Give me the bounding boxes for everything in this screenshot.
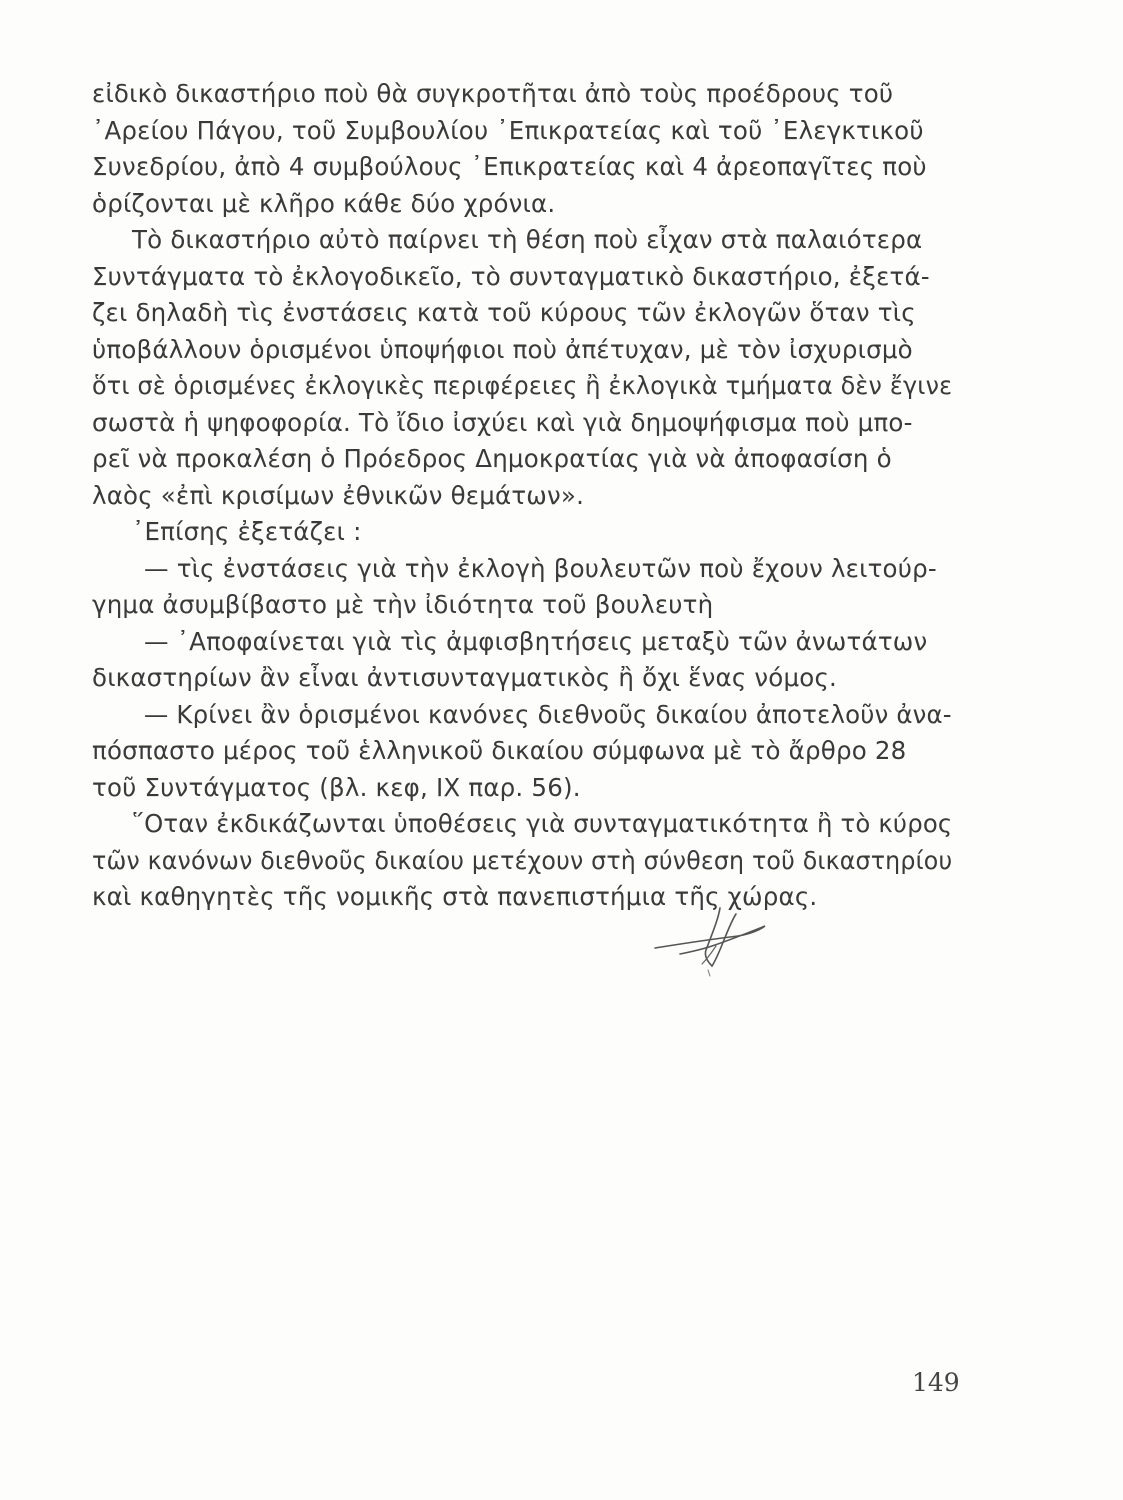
paragraph-start-line: ῞Οταν ἐκδικάζωνται ὑποθέσεις γιὰ συνταγματικότητα ἢ τὸ κύρος bbox=[131, 809, 953, 838]
body-text bbox=[92, 76, 954, 916]
text-line: Συνεδρίου, ἀπὸ 4 συμβούλους ᾿Επικρατείας καὶ 4 ἀρεοπαγῖτες ποὺ bbox=[92, 152, 927, 181]
text-line: Συντάγματα τὸ ἐκλογοδικεῖο, τὸ συνταγματικὸ δικαστήριο, ἐξετά- bbox=[92, 261, 930, 291]
list-item-line: — Κρίνει ἂν ὁρισμένοι κανόνες διεθνοῦς δικαίου ἀποτελοῦν ἀνα- bbox=[143, 699, 952, 729]
handwritten-signature bbox=[650, 900, 780, 980]
page-number: 149 bbox=[912, 1368, 960, 1397]
text-line: λαὸς «ἐπὶ κρισίμων ἐθνικῶν θεμάτων». bbox=[92, 480, 585, 510]
text-line: τῶν κανόνων διεθνοῦς δικαίου μετέχουν στὴ σύνθεση τοῦ δικαστηρίου bbox=[92, 845, 953, 875]
text-line: εἰδικὸ δικαστήριο ποὺ θὰ συγκροτῆται ἀπὸ τοὺς προέδρους τοῦ bbox=[92, 79, 894, 108]
text-line: γημα ἀσυμβίβαστο μὲ τὴν ἰδιότητα τοῦ βουλευτὴ bbox=[92, 590, 714, 619]
text-line: πόσπαστο μέρος τοῦ ἑλληνικοῦ δικαίου σύμφωνα μὲ τὸ ἄρθρο 28 bbox=[92, 736, 907, 765]
text-line: καὶ καθηγητὲς τῆς νομικῆς στὰ πανεπιστήμια τῆς χώρας. bbox=[92, 882, 818, 911]
list-item-line: — ᾿Αποφαίνεται γιὰ τὶς ἀμφισβητήσεις μεταξὺ τῶν ἀνωτάτων bbox=[144, 626, 928, 656]
paragraph-start-line: Τὸ δικαστήριο αὐτὸ παίρνει τὴ θέση ποὺ εἶχαν στὰ παλαιότερα bbox=[132, 225, 923, 254]
text-line: ὁρίζονται μὲ κλῆρο κάθε δύο χρόνια. bbox=[92, 188, 556, 218]
paragraph-start-line: ᾿Επίσης ἐξετάζει : bbox=[132, 517, 362, 546]
text-line: ρεῖ νὰ προκαλέση ὁ Πρόεδρος Δημοκρατίας γιὰ νὰ ἀποφασίση ὁ bbox=[92, 444, 892, 473]
text-line: σωστὰ ἡ ψηφοφορία. Τὸ ἴδιο ἰσχύει καὶ γιὰ δημοψήφισμα ποὺ μπο- bbox=[92, 407, 913, 437]
text-line: ᾿Αρείου Πάγου, τοῦ Συμβουλίου ᾿Επικρατείας καὶ τοῦ ᾿Ελεγκτικοῦ bbox=[92, 115, 924, 145]
text-line: ὅτι σὲ ὁρισμένες ἐκλογικὲς περιφέρειες ἢ ἐκλογικὰ τμήματα δὲν ἔγινε bbox=[92, 371, 953, 400]
list-item-line: — τὶς ἐνστάσεις γιὰ τὴν ἐκλογὴ βουλευτῶν ποὺ ἔχουν λειτούρ- bbox=[144, 553, 937, 583]
text-line: δικαστηρίων ἂν εἶναι ἀντισυνταγματικὸς ἢ ὄχι ἕνας νόμος. bbox=[92, 663, 838, 692]
text-line: ζει δηλαδὴ τὶς ἐνστάσεις κατὰ τοῦ κύρους τῶν ἐκλογῶν ὅταν τὶς bbox=[92, 298, 916, 327]
text-line: ὑποβάλλουν ὁρισμένοι ὑποψήφιοι ποὺ ἀπέτυχαν, μὲ τὸν ἰσχυρισμὸ bbox=[92, 334, 913, 364]
text-line: τοῦ Συντάγματος (βλ. κεφ, ΙΧ παρ. 56). bbox=[92, 772, 581, 802]
